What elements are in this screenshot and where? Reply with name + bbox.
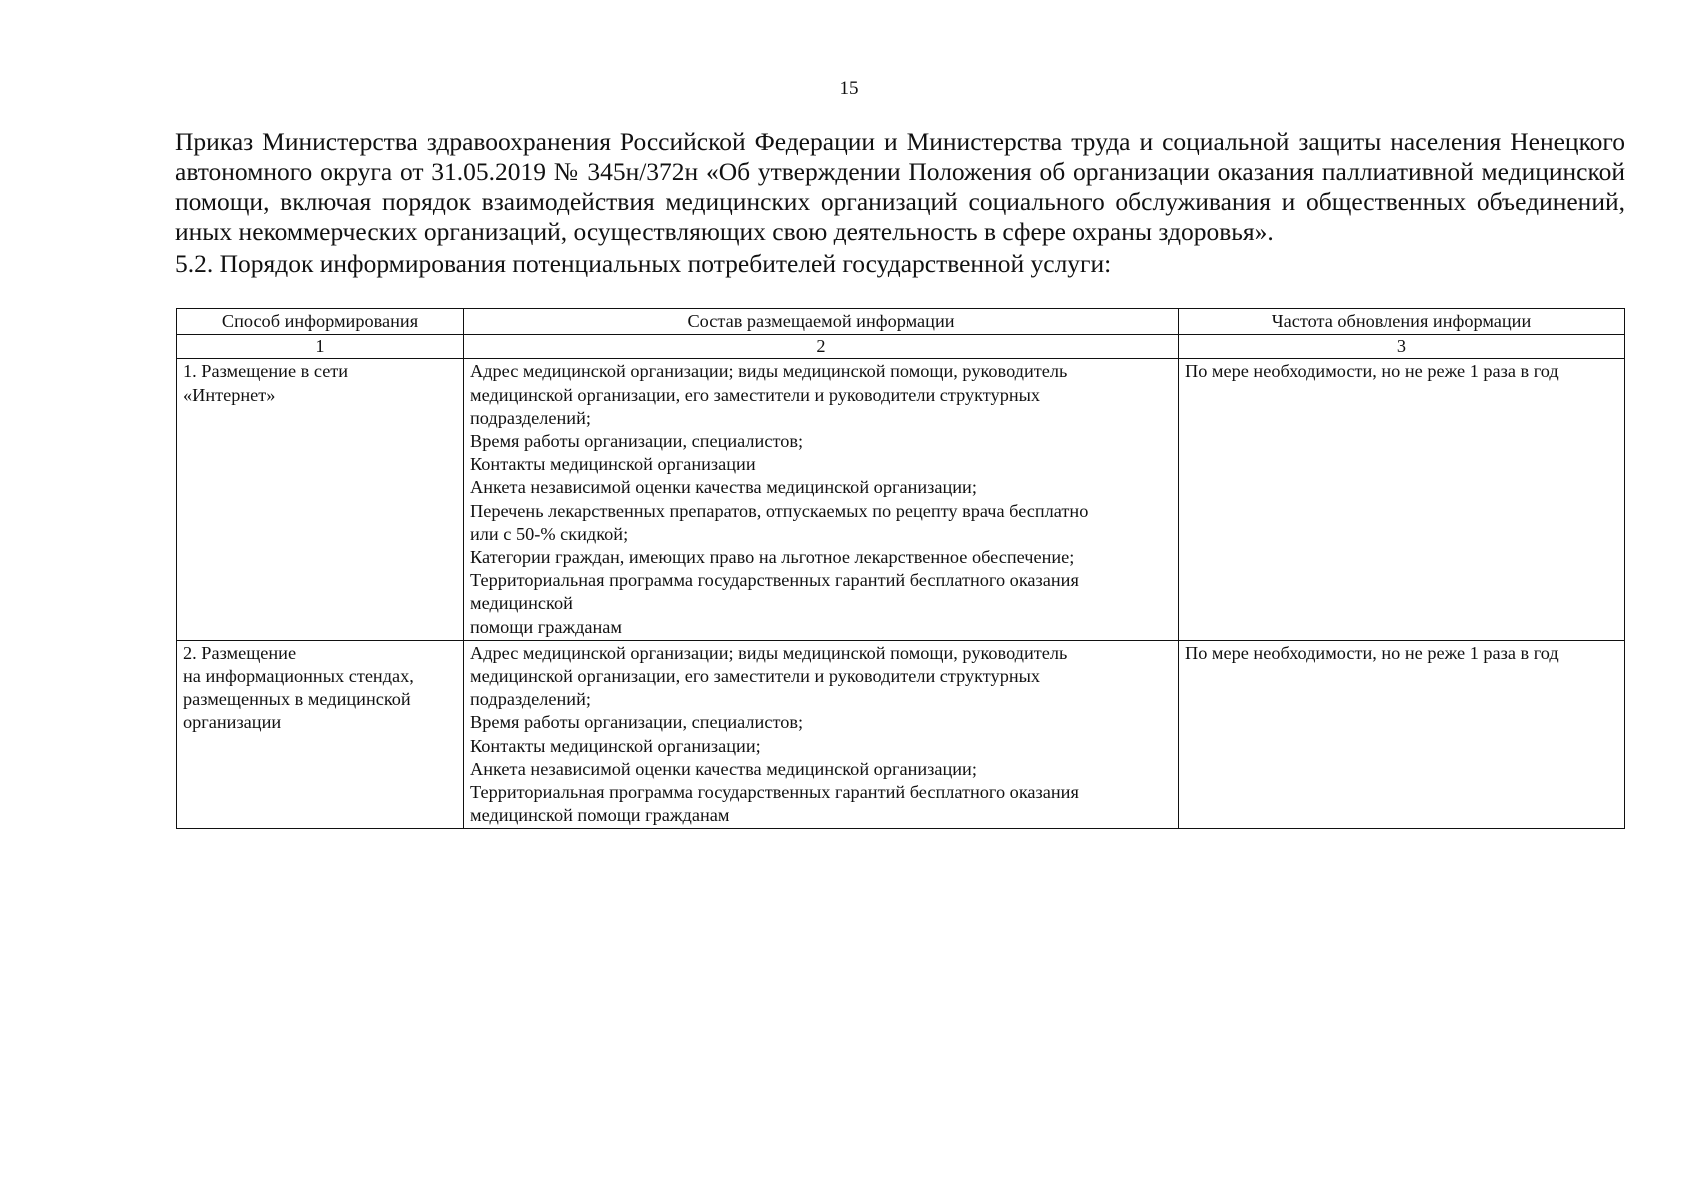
content-line: Контакты медицинской организации; xyxy=(470,735,761,756)
content-line: Территориальная программа государственных гарантий бесплатного оказания xyxy=(470,570,1079,591)
header-content: Состав размещаемой информации xyxy=(464,309,1179,335)
content-line: медицинской организации, его заместители и руководители структурных xyxy=(470,666,1041,687)
content-line: или с 50-% скидкой; xyxy=(470,523,629,544)
content-cell xyxy=(464,359,1179,640)
information-table xyxy=(176,308,1625,829)
method-line: организации xyxy=(183,712,282,733)
content-line: Контакты медицинской организации xyxy=(470,454,756,475)
column-number-1: 1 xyxy=(177,335,464,359)
content-line: Адрес медицинской организации; виды медицинской помощи, руководитель xyxy=(470,642,1068,663)
content-cell xyxy=(464,640,1179,829)
content-line: подразделений; xyxy=(470,407,591,428)
method-line: на информационных стендах, xyxy=(183,666,414,687)
method-cell xyxy=(177,359,464,640)
content-line: медицинской помощи гражданам xyxy=(470,805,730,826)
section-heading: 5.2. Порядок информирования потенциальных потребителей государственной услуги: xyxy=(175,249,1112,278)
content-line: Адрес медицинской организации; виды медицинской помощи, руководитель xyxy=(470,361,1068,382)
table-row xyxy=(177,640,1625,829)
table-header-row xyxy=(177,309,1625,335)
intro-paragraph xyxy=(175,127,1625,247)
method-line: размещенных в медицинской xyxy=(183,689,411,710)
frequency-cell: По мере необходимости, но не реже 1 раза в год xyxy=(1179,359,1625,640)
method-line: «Интернет» xyxy=(183,384,276,405)
method-line: 2. Размещение xyxy=(183,642,297,663)
content-line: медицинской организации, его заместители и руководители структурных xyxy=(470,384,1041,405)
content-line: Анкета независимой оценки качества медицинской организации; xyxy=(470,477,977,498)
method-line: 1. Размещение в сети xyxy=(183,361,349,382)
content-line: Анкета независимой оценки качества медицинской организации; xyxy=(470,758,977,779)
header-frequency: Частота обновления информации xyxy=(1179,309,1625,335)
content-line: подразделений; xyxy=(470,689,591,710)
content-line: медицинской xyxy=(470,593,573,614)
table-row xyxy=(177,359,1625,640)
content-line: Время работы организации, специалистов; xyxy=(470,712,804,733)
content-line: Время работы организации, специалистов; xyxy=(470,431,804,452)
frequency-cell: По мере необходимости, но не реже 1 раза в год xyxy=(1179,640,1625,829)
column-number-3: 3 xyxy=(1179,335,1625,359)
page-number: 15 xyxy=(839,78,859,99)
content-line: Территориальная программа государственных гарантий бесплатного оказания xyxy=(470,782,1079,803)
method-cell xyxy=(177,640,464,829)
column-number-2: 2 xyxy=(464,335,1179,359)
column-number-row xyxy=(177,335,1625,359)
content-line: Категории граждан, имеющих право на льготное лекарственное обеспечение; xyxy=(470,547,1075,568)
content-line: Перечень лекарственных препаратов, отпускаемых по рецепту врача бесплатно xyxy=(470,500,1089,521)
intro-text: Приказ Министерства здравоохранения Российской Федерации и Министерства труда и социальной защиты населения Ненецкого автономного округа от 31.05.2019 № 345н/372н «Об утверждении Положения об организации оказания паллиативной медицинской помощи, включая порядок взаимодействия медицинских организаций социального обслуживания и общественных объединений, иных некоммерческих организаций, осуществляющих свою деятельность в сфере охраны здоровья». xyxy=(175,127,1625,246)
header-method: Способ информирования xyxy=(177,309,464,335)
content-line: помощи гражданам xyxy=(470,616,622,637)
